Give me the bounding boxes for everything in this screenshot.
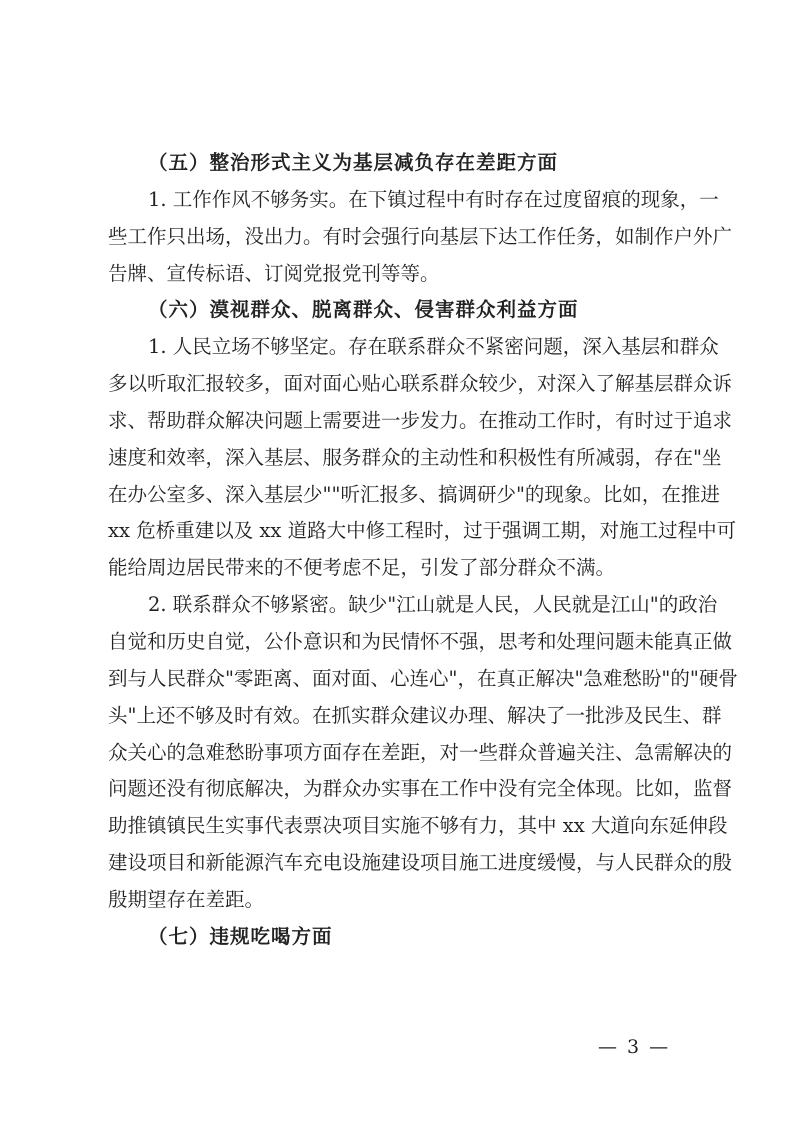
text-line: 到与人民群众"零距离、面对面、心连心"，在真正解决"急难愁盼"的"硬骨 (108, 666, 738, 690)
text-line: 问题还没有彻底解决，为群众办实事在工作中没有完全体现。比如，监督 (108, 777, 733, 801)
paragraph (108, 587, 738, 919)
paragraph (108, 182, 733, 293)
document-body (108, 145, 738, 956)
text-line: 助推镇镇民生实事代表票决项目实施不够有力，其中 xx 大道向东延伸段 (108, 814, 728, 838)
page-number: — 3 — (598, 1036, 671, 1058)
text-line: 建设项目和新能源汽车充电设施建设项目施工进度缓慢，与人民群众的殷 (108, 851, 733, 875)
text-line: 自觉和历史自觉，公仆意识和为民情怀不强，思考和处理问题未能真正做 (108, 629, 733, 653)
text-line: 1. 工作作风不够务实。在下镇过程中有时存在过度留痕的现象，一 (148, 187, 719, 211)
text-line: 在办公室多、深入基层少""听汇报多、搞调研少"的现象。比如，在推进 (108, 482, 720, 506)
text-line: 求、帮助群众解决问题上需要进一步发力。在推动工作时，有时过于追求 (108, 408, 733, 432)
text-line: 众关心的急难愁盼事项方面存在差距，对一些群众普遍关注、急需解决的 (108, 740, 733, 764)
text-line: （五）整治形式主义为基层减负存在差距方面 (148, 151, 559, 174)
text-line: xx 危桥重建以及 xx 道路大中修工程时，过于强调工期，对施工过程中可 (108, 519, 737, 543)
text-line: 头"上还不够及时有效。在抓实群众建议办理、解决了一批涉及民生、群 (108, 703, 722, 727)
text-line: （六）漠视群众、脱离群众、侵害群众利益方面 (148, 298, 579, 322)
section-heading (108, 292, 688, 329)
text-line: 些工作只出场，没出力。有时会强行向基层下达工作任务，如制作户外广 (108, 224, 733, 248)
section-heading (108, 145, 688, 182)
text-line: 1. 人民立场不够坚定。存在联系群众不紧密问题，深入基层和群众 (148, 335, 719, 359)
text-line: 能给周边居民带来的不便考虑不足，引发了部分群众不满。 (108, 556, 616, 580)
paragraph (108, 329, 737, 587)
text-line: 殷期望存在差距。 (108, 887, 265, 911)
text-line: 速度和效率，深入基层、服务群众的主动性和积极性有所减弱，存在"坐 (108, 445, 722, 469)
text-line: （七）违规吃喝方面 (148, 924, 333, 948)
section-heading (108, 919, 688, 956)
text-line: 多以听取汇报较多，面对面心贴心联系群众较少，对深入了解基层群众诉 (108, 372, 733, 396)
text-line: 2. 联系群众不够紧密。缺少"江山就是人民，人民就是江山"的政治 (148, 593, 718, 617)
text-line: 告牌、宣传标语、订阅党报党刊等等。 (108, 261, 440, 285)
